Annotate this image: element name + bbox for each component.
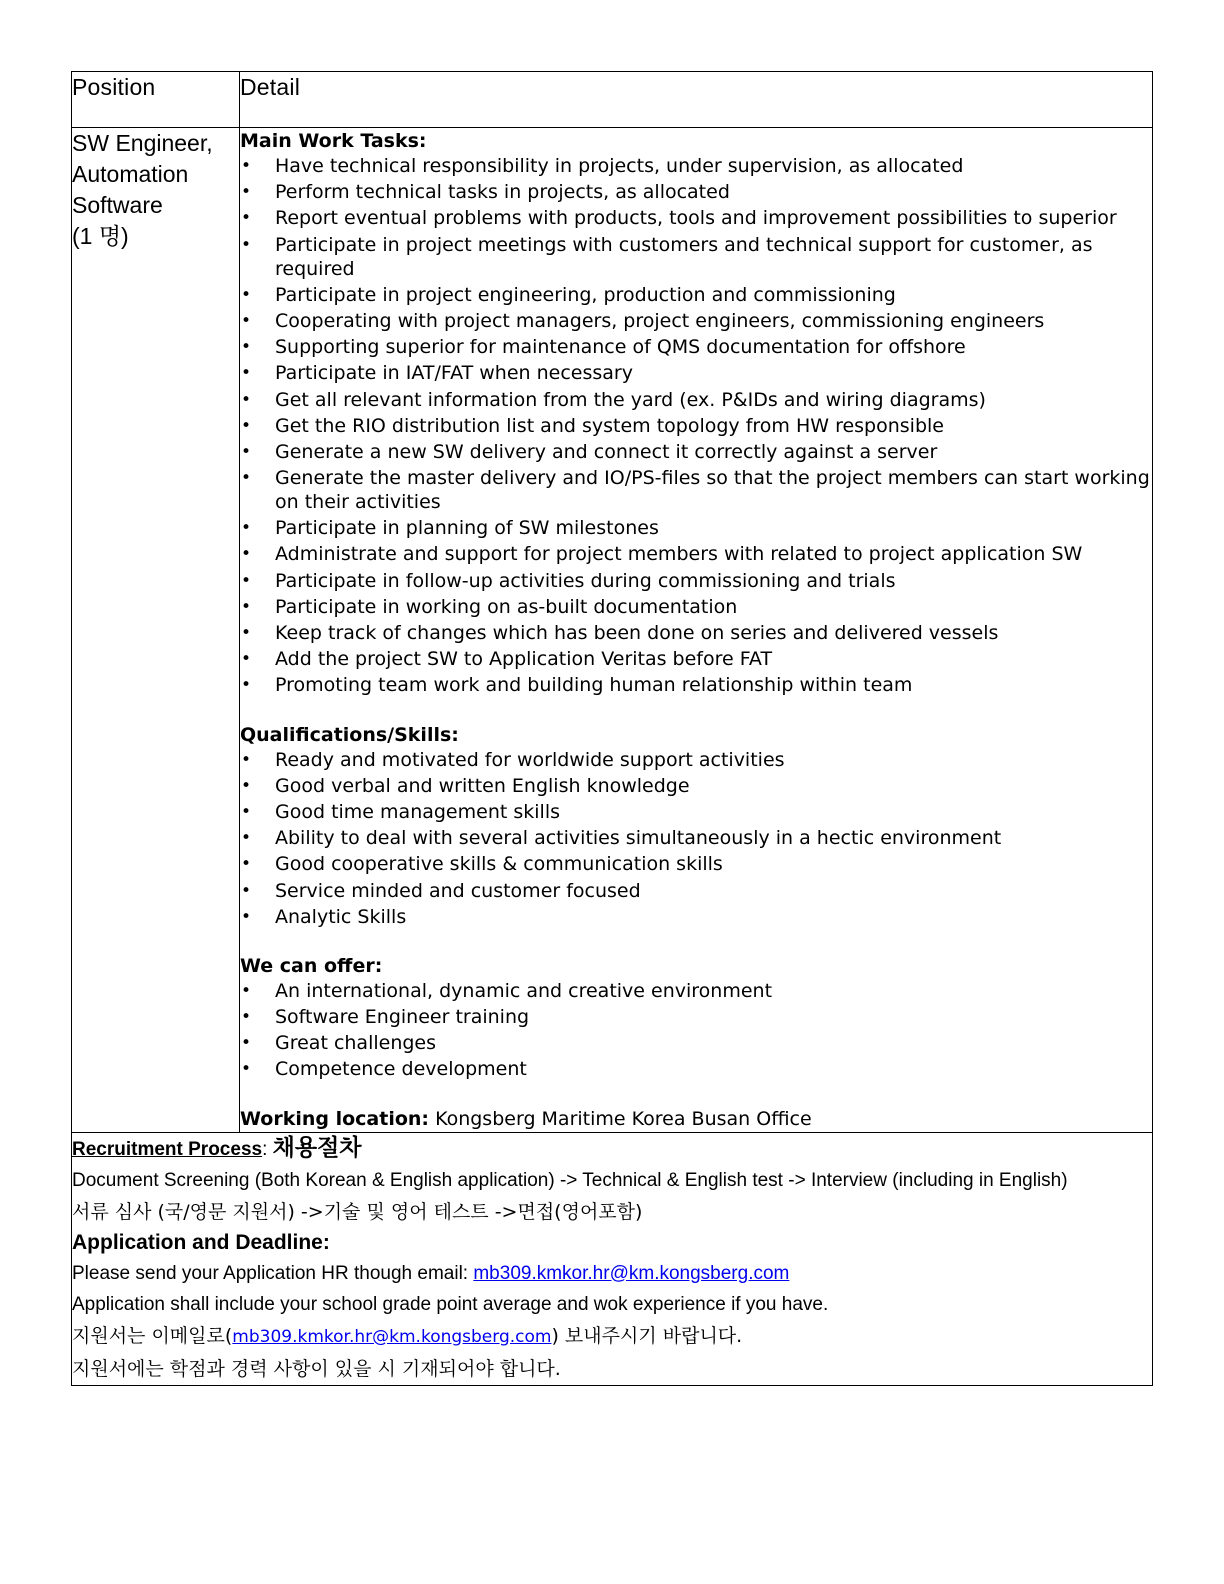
recruitment-cell <box>72 1132 1153 1385</box>
list-item-text: Good verbal and written English knowledge <box>275 774 690 797</box>
list-item <box>240 1005 1152 1029</box>
list-item <box>240 852 1152 876</box>
bullet-icon: • <box>241 441 252 462</box>
korean-email-line <box>72 1320 1152 1353</box>
list-item <box>240 154 1152 178</box>
list-item-text: Ready and motivated for worldwide support activities <box>275 748 785 771</box>
list-item <box>240 826 1152 850</box>
bullet-icon: • <box>241 544 252 565</box>
list-item-text: Participate in project engineering, production and commissioning <box>275 283 896 306</box>
position-title-line: Software <box>72 192 163 218</box>
list-item <box>240 774 1152 798</box>
working-location <box>240 1106 1152 1132</box>
job-posting-table <box>71 71 1153 1386</box>
list-item <box>240 905 1152 929</box>
offer-heading: We can offer: <box>240 954 383 977</box>
content-row <box>72 128 1153 1133</box>
list-item-text: Generate a new SW delivery and connect it correctly against a server <box>275 440 938 463</box>
qualifications-heading: Qualifications/Skills: <box>240 723 459 746</box>
header-position: Position <box>72 72 240 128</box>
list-item <box>240 569 1152 593</box>
position-cell <box>72 128 240 1133</box>
recruitment-row <box>72 1132 1153 1385</box>
bullet-icon: • <box>241 775 252 796</box>
list-item <box>240 388 1152 412</box>
list-item-text: Promoting team work and building human relationship within team <box>275 674 913 697</box>
bullet-icon: • <box>241 156 252 176</box>
bullet-icon: • <box>241 596 252 617</box>
list-item-text: Generate the master delivery and IO/PS-files so that the project members can start working on their activities <box>275 467 1150 514</box>
bullet-icon: • <box>241 389 252 410</box>
list-item-text: Supporting superior for maintenance of QMS documentation for offshore <box>275 336 966 359</box>
bullet-icon: • <box>241 310 252 331</box>
bullet-icon: • <box>241 880 252 901</box>
list-item-text: Participate in follow-up activities during commissioning and trials <box>275 569 896 592</box>
bullet-icon: • <box>241 1033 252 1054</box>
bullet-icon: • <box>241 675 252 696</box>
list-item <box>240 979 1152 1003</box>
list-item-text: Participate in IAT/FAT when necessary <box>275 362 633 385</box>
bullet-icon: • <box>241 337 252 358</box>
bullet-icon: • <box>241 182 252 203</box>
tasks-heading: Main Work Tasks: <box>240 130 427 152</box>
bullet-icon: • <box>241 415 252 436</box>
list-item <box>240 516 1152 540</box>
process-english: Document Screening (Both Korean & English application) -> Technical & English test -> Interview (including in English) <box>72 1169 1068 1191</box>
list-item-text: Administrate and support for project members with related to project application SW <box>275 543 1083 566</box>
bullet-icon: • <box>241 1007 252 1028</box>
korean-email-link[interactable]: mb309.kmkor.hr@km.kongsberg.com <box>232 1326 552 1347</box>
working-location-value: Kongsberg Maritime Korea Busan Office <box>429 1107 812 1130</box>
list-item-text: Keep track of changes which has been done on series and delivered vessels <box>275 622 999 644</box>
list-item-text: Good cooperative skills & communication skills <box>275 853 723 876</box>
list-item <box>240 180 1152 204</box>
bullet-icon: • <box>241 1059 252 1080</box>
list-item <box>240 800 1152 824</box>
list-item-text: Analytic Skills <box>275 905 407 928</box>
list-item-text: Get all relevant information from the yard (ex. P&IDs and wiring diagrams) <box>275 388 986 411</box>
header-detail: Detail <box>240 72 1153 128</box>
list-item-text: Competence development <box>275 1058 527 1081</box>
bullet-icon: • <box>241 284 252 305</box>
header-row <box>72 72 1153 128</box>
position-title-line: SW Engineer, <box>72 130 213 156</box>
process-korean: 서류 심사 (국/영문 지원서) ->기술 및 영어 테스트 ->면접(영어포함) <box>72 1200 643 1223</box>
list-item-text: Get the RIO distribution list and system topology from HW responsible <box>275 414 944 437</box>
bullet-icon: • <box>241 363 252 384</box>
application-heading: Application and Deadline: <box>72 1230 330 1254</box>
send-email-prefix: Please send your Application HR though email: <box>72 1262 474 1284</box>
list-item <box>240 361 1152 385</box>
recruitment-heading <box>72 1133 1152 1165</box>
list-item <box>240 1031 1152 1055</box>
bullet-icon: • <box>241 828 252 849</box>
korean-email-suffix: ) 보내주시기 바랍니다. <box>551 1324 743 1347</box>
recruitment-title: Recruitment Process <box>72 1138 263 1160</box>
list-item-text: Ability to deal with several activities simultaneously in a hectic environment <box>275 827 1002 850</box>
bullet-icon: • <box>241 570 252 591</box>
bullet-icon: • <box>241 801 252 822</box>
bullet-icon: • <box>241 854 252 875</box>
list-item <box>240 542 1152 566</box>
list-item <box>240 206 1152 230</box>
list-item <box>240 414 1152 438</box>
list-item <box>240 283 1152 307</box>
list-item-text: Participate in working on as-built documentation <box>275 595 738 618</box>
list-item-text: Cooperating with project managers, project engineers, commissioning engineers <box>275 309 1045 332</box>
list-item-text: Great challenges <box>275 1032 437 1055</box>
tasks-list <box>240 154 1152 697</box>
korean-email-prefix: 지원서는 이메일로( <box>72 1324 233 1347</box>
bullet-icon: • <box>241 518 252 539</box>
list-item <box>240 673 1152 697</box>
working-location-label: Working location: <box>240 1107 430 1130</box>
list-item-text: Good time management skills <box>275 800 560 823</box>
bullet-icon: • <box>241 234 252 255</box>
position-title-line: Automation <box>72 161 189 187</box>
list-item-text: Participate in project meetings with customers and technical support for customer, as required <box>275 233 1093 280</box>
bullet-icon: • <box>241 749 252 770</box>
bullet-icon: • <box>241 208 252 229</box>
list-item <box>240 879 1152 903</box>
list-item <box>240 595 1152 619</box>
qualifications-list <box>240 748 1152 929</box>
list-item <box>240 466 1152 514</box>
bullet-icon: • <box>241 649 252 670</box>
recruitment-colon: : <box>262 1138 273 1160</box>
list-item-text: Report eventual problems with products, tools and improvement possibilities to superior <box>275 207 1117 230</box>
detail-cell <box>240 128 1153 1133</box>
list-item-text: Perform technical tasks in projects, as allocated <box>275 181 730 204</box>
list-item-text: Have technical responsibility in projects, under supervision, as allocated <box>275 155 964 177</box>
position-headcount: (1 명) <box>72 223 129 249</box>
send-email-line <box>72 1258 1152 1289</box>
list-item-text: Participate in planning of SW milestones <box>275 517 659 540</box>
list-item-text: Service minded and customer focused <box>275 879 641 902</box>
list-item <box>240 335 1152 359</box>
list-item-text: An international, dynamic and creative environment <box>275 979 773 1002</box>
bullet-icon: • <box>241 906 252 927</box>
bullet-icon: • <box>241 980 252 1001</box>
list-item <box>240 748 1152 772</box>
list-item-text: Software Engineer training <box>275 1006 530 1029</box>
list-item <box>240 647 1152 671</box>
list-item <box>240 1057 1152 1081</box>
list-item <box>240 233 1152 281</box>
bullet-icon: • <box>241 468 252 489</box>
list-item-text: Add the project SW to Application Veritas before FAT <box>275 648 773 671</box>
include-note: Application shall include your school grade point average and wok experience if you have. <box>72 1293 829 1315</box>
bullet-icon: • <box>241 623 252 643</box>
list-item <box>240 309 1152 333</box>
recruitment-title-korean: 채용절차 <box>272 1134 362 1161</box>
list-item <box>240 440 1152 464</box>
offer-list <box>240 979 1152 1082</box>
email-link[interactable]: mb309.kmkor.hr@km.kongsberg.com <box>473 1262 790 1284</box>
korean-note: 지원서에는 학점과 경력 사항이 있을 시 기재되어야 합니다. <box>72 1357 561 1380</box>
list-item <box>240 621 1152 645</box>
